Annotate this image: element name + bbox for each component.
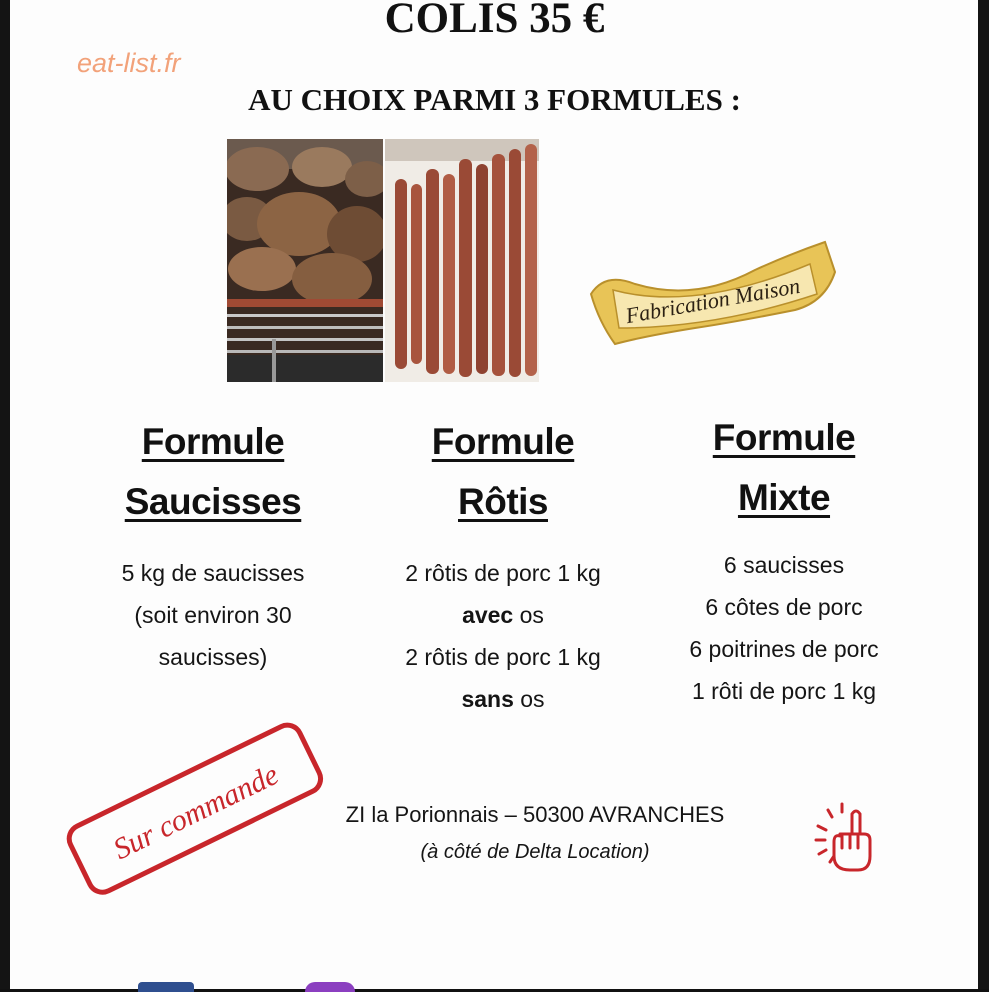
formule-mixte-line-3: 6 poitrines de porc (689, 636, 879, 662)
formule-mixte-heading-2: Mixte (737, 477, 831, 518)
sur-commande-stamp (52, 718, 337, 898)
hand-pointing-icon (812, 800, 874, 878)
formule-rotis-line-4 (372, 678, 634, 720)
facebook-icon (138, 982, 194, 992)
page-title: COLIS 35 € (384, 0, 605, 42)
formule-rotis-line-2 (372, 594, 634, 636)
formule-mixte-line-2: 6 côtes de porc (705, 594, 863, 620)
page-subtitle: AU CHOIX PARMI 3 FORMULES : (248, 82, 741, 117)
formule-rotis-os-1: os (513, 602, 544, 628)
formule-mixte-line-1: 6 saucisses (723, 552, 845, 578)
hanging-sausages-photo (385, 139, 539, 382)
address-line-2: (à côté de Delta Location) (420, 841, 650, 863)
formule-mixte (650, 408, 918, 712)
right-edge-bar (978, 0, 989, 989)
formule-saucisses-line-2: (soit environ 30 (134, 602, 292, 628)
address-line-1: ZI la Porionnais – 50300 AVRANCHES (345, 802, 725, 827)
formule-rotis-heading-1: Formule (431, 421, 575, 462)
badge-label: Fabrication Maison (623, 272, 802, 329)
formule-rotis-sans: sans (461, 686, 514, 712)
left-edge-bar (0, 0, 10, 989)
instagram-icon (305, 982, 355, 992)
formule-saucisses-heading-1: Formule (141, 421, 285, 462)
stamp-label: Sur commande (108, 757, 284, 867)
watermark: eat-list.fr (77, 48, 181, 78)
formule-rotis-line-3: 2 rôtis de porc 1 kg (405, 644, 601, 670)
formule-mixte-heading-1: Formule (712, 417, 856, 458)
formule-rotis-heading-2: Rôtis (458, 481, 548, 522)
grilled-meat-photo (227, 139, 383, 382)
formule-saucisses-heading-2: Saucisses (124, 481, 302, 522)
formule-saucisses (87, 412, 339, 678)
fabrication-maison-badge (585, 232, 840, 350)
formule-rotis-avec: avec (462, 602, 514, 628)
formule-mixte-line-4: 1 rôti de porc 1 kg (691, 678, 877, 704)
formule-saucisses-line-3: saucisses) (158, 644, 268, 670)
formule-rotis (372, 412, 634, 720)
formule-rotis-os-2: os (513, 686, 545, 712)
formule-saucisses-line-1: 5 kg de saucisses (121, 560, 305, 586)
formule-rotis-line-1: 2 rôtis de porc 1 kg (405, 560, 601, 586)
